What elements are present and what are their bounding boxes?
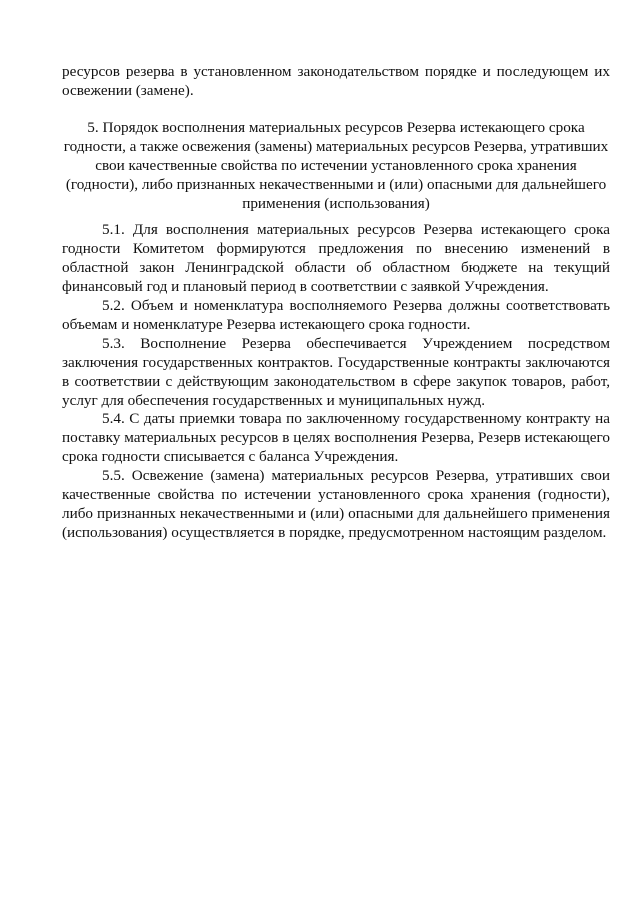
paragraph-5-4: 5.4. С даты приемки товара по заключенному государственному контракту на поставку материальных ресурсов в целях восполнения Резерва, Резерв истекающего срока годности списывается с баланса Учреждения. <box>62 410 610 465</box>
paragraph-5-5: 5.5. Освежение (замена) материальных ресурсов Резерва, утративших свои качественные свойства по истечении установленного срока хранения (годности), либо признанных некачественными и (или) опасными для дальнейшего применения (использования) осуществляется в порядке, предусмотренном настоящим разделом. <box>62 467 610 541</box>
paragraph-5-1: 5.1. Для восполнения материальных ресурсов Резерва истекающего срока годности Комитетом формируются предложения по внесению изменений в областной закон Ленинградской области об областном бюджете на текущий финансовый год и плановый период в соответствии с заявкой Учреждения. <box>62 221 610 295</box>
paragraph-5-3: 5.3. Восполнение Резерва обеспечивается Учреждением посредством заключения государственных контрактов. Государственные контракты заключаются в соответствии с действующим законодательством в сфере закупок товаров, работ, услуг для обеспечения государственных и муниципальных нужд. <box>62 335 610 409</box>
intro-paragraph: ресурсов резерва в установленном законодательством порядке и последующем их освежении (замене). <box>62 63 610 99</box>
section-heading: 5. Порядок восполнения материальных ресурсов Резерва истекающего срока годности, а также освежения (замены) материальных ресурсов Резерва, утративших свои качественные свойства по истечении установленного срока хранения (годности), либо признанных некачественными и (или) опасными для дальнейшего применения (использования) <box>63 119 609 212</box>
paragraph-5-2: 5.2. Объем и номенклатура восполняемого Резерва должны соответствовать объемам и номенклатуре Резерва истекающего срока годности. <box>62 297 610 333</box>
